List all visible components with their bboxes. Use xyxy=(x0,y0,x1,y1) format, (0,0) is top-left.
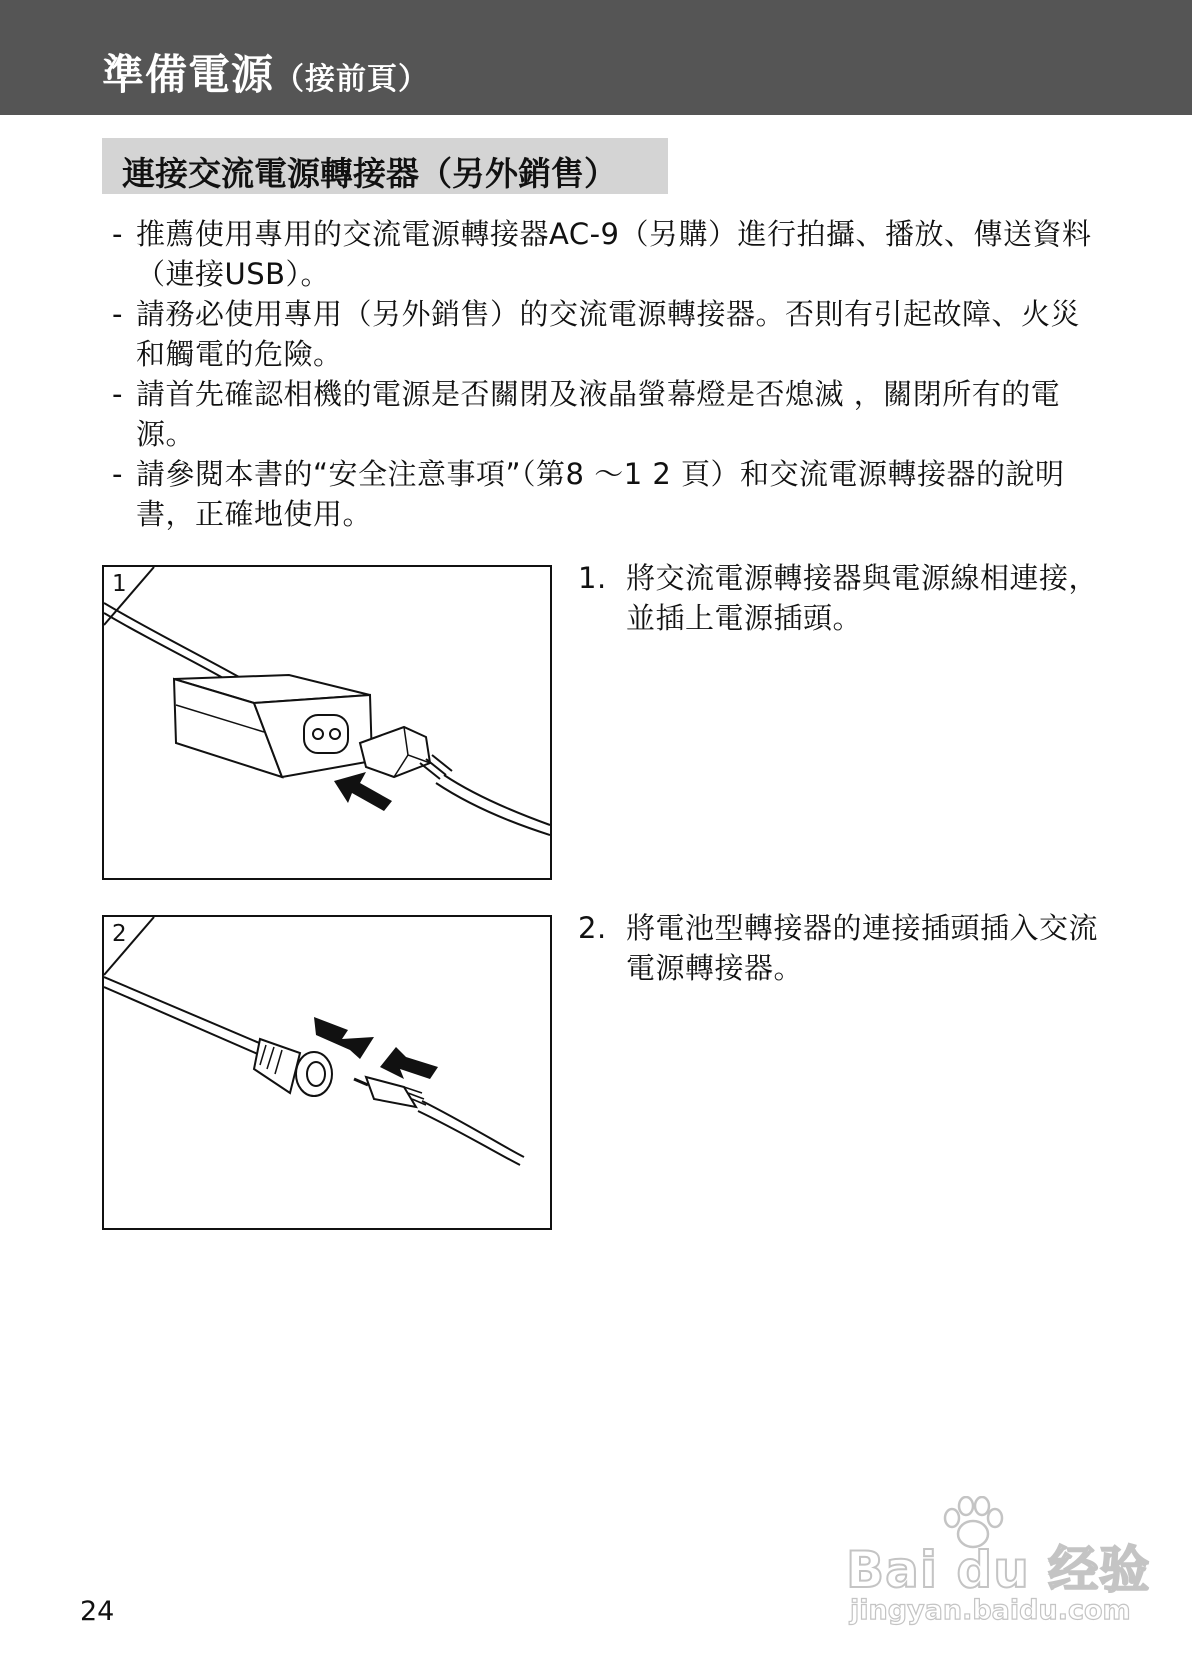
figure-1 xyxy=(102,565,552,880)
precaution-item xyxy=(112,374,1097,454)
page-header xyxy=(0,0,1192,115)
section-heading-box xyxy=(102,138,668,194)
bullet-dash: - xyxy=(112,217,123,251)
section-title: 連接交流電源轉接器（另外銷售） xyxy=(122,154,617,193)
page-number: 24 xyxy=(80,1596,115,1627)
precaution-item xyxy=(112,214,1097,294)
page-title xyxy=(102,42,429,102)
bullet-dash: - xyxy=(112,377,123,411)
step-text: 將電池型轉接器的連接插頭插入交流電源轉接器。 xyxy=(626,911,1099,985)
figure-number: 1 xyxy=(112,571,127,597)
ac-adapter-illustration xyxy=(104,567,550,878)
precaution-item xyxy=(112,294,1097,374)
step-1 xyxy=(578,558,1098,638)
bullet-dash: - xyxy=(112,457,123,491)
step-text: 將交流電源轉接器與電源線相連接，並插上電源插頭。 xyxy=(626,561,1099,635)
step-2 xyxy=(578,908,1098,988)
precaution-item xyxy=(112,454,1097,534)
page-title-main: 準備電源 xyxy=(102,50,275,99)
watermark-url: jingyan.baidu.com xyxy=(850,1595,1131,1626)
bullet-dash: - xyxy=(112,297,123,331)
precaution-text: 推薦使用專用的交流電源轉接器AC-9（另購）進行拍攝、播放、傳送資料（連接USB）。 xyxy=(136,217,1092,291)
figure-2 xyxy=(102,915,552,1230)
precaution-list xyxy=(112,214,1097,534)
page-title-sub: （接前頁） xyxy=(274,62,430,97)
precaution-text: 請參閱本書的“安全注意事項”（第8 ～1 2 頁）和交流電源轉接器的說明書，正確地使用。 xyxy=(136,457,1065,531)
figure-number: 2 xyxy=(112,921,127,947)
step-number: 2. xyxy=(578,911,607,945)
precaution-text: 請務必使用專用（另外銷售）的交流電源轉接器。否則有引起故障、火災和觸電的危險。 xyxy=(136,297,1081,371)
precaution-text: 請首先確認相機的電源是否關閉及液晶螢幕燈是否熄滅 ，關閉所有的電源。 xyxy=(136,377,1061,451)
step-number: 1. xyxy=(578,561,607,595)
watermark-logo: Bai du 经验 xyxy=(846,1541,1151,1599)
connector-plug-illustration xyxy=(104,917,550,1228)
